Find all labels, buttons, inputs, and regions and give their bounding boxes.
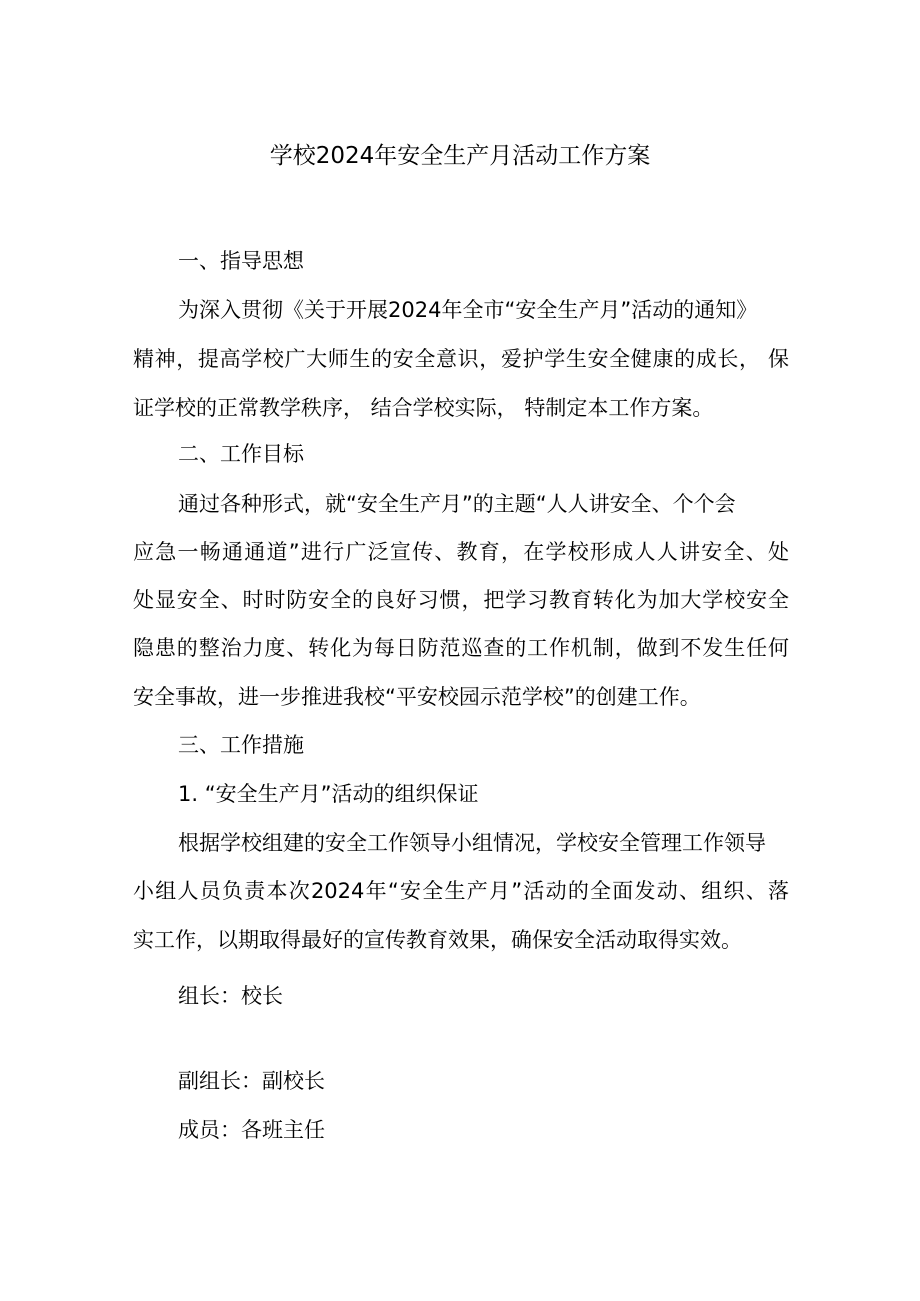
section-heading-work-measures: 三、工作措施 xyxy=(178,733,304,757)
paragraph-line: 根据学校组建的安全工作领导小组情况，学校安全管理工作领导 xyxy=(178,831,766,855)
role-members: 成员：各班主任 xyxy=(178,1118,325,1142)
paragraph-line: 通过各种形式，就“安全生产月”的主题“人人讲安全、个个会 xyxy=(178,492,736,516)
role-deputy-leader: 副组长：副校长 xyxy=(178,1069,325,1093)
paragraph-line: 实工作，以期取得最好的宣传教育效果，确保安全活动取得实效。 xyxy=(133,928,742,952)
paragraph-line: 精神，提高学校广大师生的安全意识，爱护学生安全健康的成长， 保 xyxy=(133,347,789,371)
section-heading-work-goals: 二、工作目标 xyxy=(178,442,304,466)
paragraph-line: 为深入贯彻《关于开展2024年全市“安全生产月”活动的通知》 xyxy=(178,298,758,322)
section-heading-guiding-ideology: 一、指导思想 xyxy=(178,249,304,273)
role-leader: 组长：校长 xyxy=(178,984,283,1008)
document-title: 学校2024年安全生产月活动工作方案 xyxy=(269,143,651,169)
subsection-heading: 1. “安全生产月”活动的组织保证 xyxy=(178,782,479,806)
paragraph-line: 证学校的正常教学秩序， 结合学校实际， 特制定本工作方案。 xyxy=(133,396,714,420)
paragraph-line: 隐患的整治力度、转化为每日防范巡查的工作机制，做到不发生任何 xyxy=(133,636,789,660)
paragraph-line: 处显安全、时时防安全的良好习惯，把学习教育转化为加大学校安全 xyxy=(133,588,789,612)
paragraph-line: 安全事故，进一步推进我校“平安校园示范学校”的创建工作。 xyxy=(133,685,701,709)
paragraph-line: 应急一畅通通道”进行广泛宣传、教育，在学校形成人人讲安全、处 xyxy=(133,540,789,564)
paragraph-line: 小组人员负责本次2024年“安全生产月”活动的全面发动、组织、落 xyxy=(133,879,789,903)
